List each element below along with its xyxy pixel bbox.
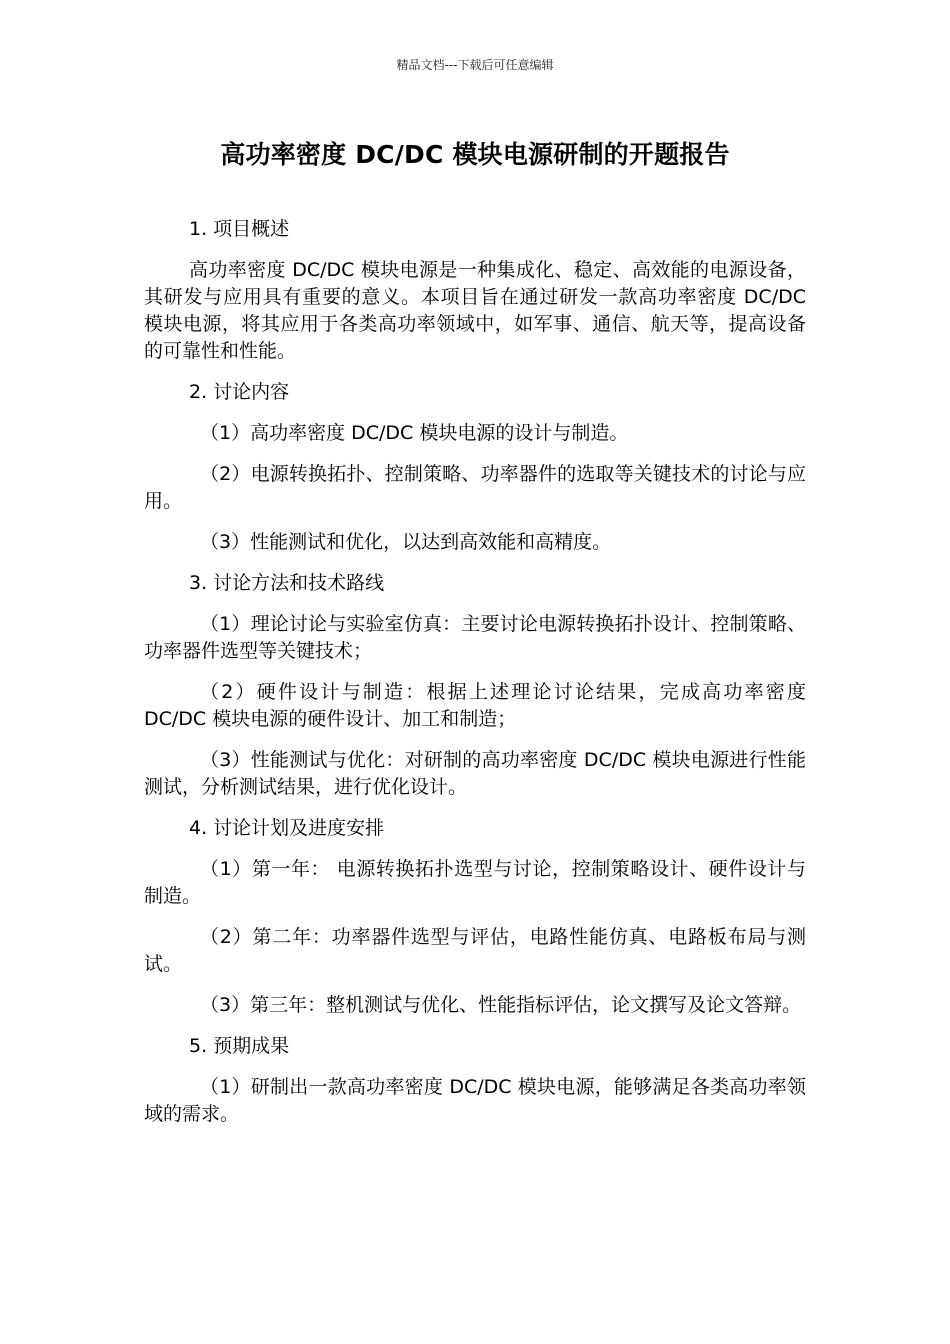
section-heading: 3. 讨论方法和技术路线 [189, 572, 385, 594]
list-item: （1）研制出一款高功率密度 DC/DC 模块电源，能够满足各类高功率领域的需求。 [144, 1076, 806, 1125]
paragraph: 高功率密度 DC/DC 模块电源是一种集成化、稳定、高效能的电源设备，其研发与应用具有重要的意义。本项目旨在通过研发一款高功率密度 DC/DC 模块电源，将其应用于各类高功率领域中，如军事、通信、航天等，提高设备的可靠性和性能。 [144, 259, 806, 362]
document-body [144, 216, 806, 1142]
list-item: （2）第二年：功率器件选型与评估，电路性能仿真、电路板布局与测试。 [144, 926, 806, 975]
list-item: （1）高功率密度 DC/DC 模块电源的设计与制造。 [200, 422, 629, 444]
section-heading: 4. 讨论计划及进度安排 [189, 817, 385, 839]
section-heading: 1. 项目概述 [189, 218, 290, 240]
list-item: （3）第三年：整机测试与优化、性能指标评估，论文撰写及论文答辩。 [200, 994, 802, 1016]
section-heading: 5. 预期成果 [189, 1035, 290, 1057]
list-item: （3）性能测试和优化，以达到高效能和高精度。 [200, 531, 612, 553]
list-item: （2）电源转换拓扑、控制策略、功率器件的选取等关键技术的讨论与应用。 [144, 463, 806, 512]
document-title: 高功率密度 DC/DC 模块电源研制的开题报告 [220, 140, 730, 169]
list-item: （2）硬件设计与制造：根据上述理论讨论结果，完成高功率密度 DC/DC 模块电源的硬件设计、加工和制造； [144, 681, 806, 730]
section-heading: 2. 讨论内容 [189, 381, 290, 403]
list-item: （1）理论讨论与实验室仿真：主要讨论电源转换拓扑设计、控制策略、功率器件选型等关键技术； [144, 613, 806, 662]
list-item: （1）第一年： 电源转换拓扑选型与讨论，控制策略设计、硬件设计与制造。 [144, 858, 806, 907]
list-item: （3）性能测试与优化：对研制的高功率密度 DC/DC 模块电源进行性能测试，分析测试结果，进行优化设计。 [144, 749, 806, 798]
page-header: 精品文档---下载后可任意编辑 [396, 58, 554, 72]
